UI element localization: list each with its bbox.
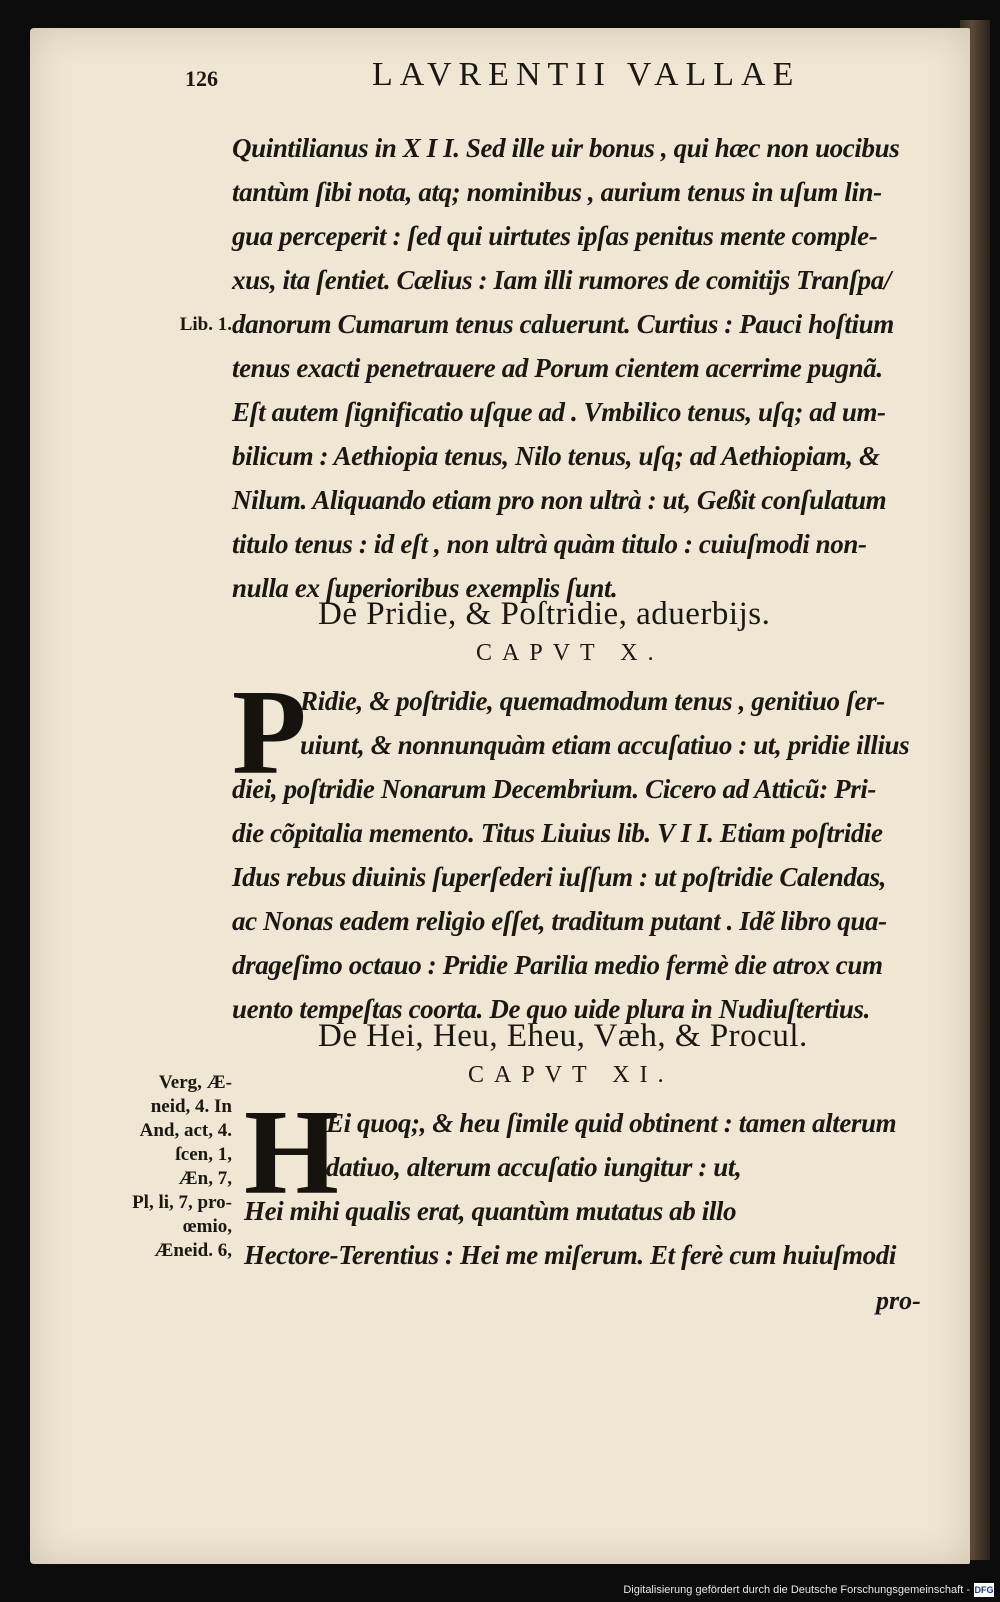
body-line: diei, poſtridie Nonarum Decembrium. Cicero ad Atticũ: Pri-	[232, 774, 877, 804]
page-number: 126	[185, 66, 218, 91]
body-line: uento tempeſtas coorta. De quo uide plura in Nudiuſtertius.	[232, 994, 870, 1024]
body-line: Ei quoq;, & heu ſimile quid obtinent : tamen alterum	[326, 1108, 897, 1138]
catchword: pro-	[876, 1286, 921, 1315]
margin-note-ref: Æn, 7,	[178, 1168, 232, 1189]
body-line: Eſt autem ſignificatio uſque ad . Vmbilico tenus, uſq; ad um-	[232, 397, 886, 427]
chapter-label: CAPVT XI.	[468, 1062, 674, 1088]
drop-cap-h: H	[244, 1085, 339, 1220]
drop-cap-p: P	[232, 665, 307, 800]
body-line: Hei mihi qualis erat, quantùm mutatus ab illo	[244, 1196, 737, 1226]
body-line: datiuo, alterum accuſatio iungitur : ut,	[326, 1152, 742, 1182]
margin-note-ref: neid, 4. In	[150, 1096, 232, 1117]
body-line: titulo tenus : id eſt , non ultrà quàm titulo : cuiuſmodi non-	[232, 529, 867, 559]
body-line: danorum Cumarum tenus caluerunt. Curtius : Pauci hoſtium	[232, 309, 894, 339]
body-line: Quintilianus in X I I. Sed ille uir bonus , qui hæc non uocibus	[232, 133, 900, 163]
body-line: Idus rebus diuinis ſuperſederi iuſſum : ut poſtridie Calendas,	[232, 862, 887, 892]
body-line: Nilum. Aliquando etiam pro non ultrà : ut, Geßit conſulatum	[232, 485, 887, 515]
margin-note-ref: ſcen, 1,	[175, 1144, 232, 1165]
body-line: bilicum : Aethiopia tenus, Nilo tenus, uſq; ad Aethiopiam, &	[232, 441, 880, 471]
body-line: xus, ita ſentiet. Cælius : Iam illi rumores de comitijs Tranſpa/	[232, 265, 891, 295]
footer-credit: Digitalisierung gefördert durch die Deutsche Forschungsgemeinschaft -	[623, 1584, 970, 1596]
dfg-logo-icon: DFG	[974, 1585, 994, 1595]
body-line: drageſimo octauo : Pridie Parilia medio fermè die atrox cum	[232, 950, 883, 980]
margin-note-ref: And, act, 4.	[139, 1120, 232, 1141]
margin-note-ref: œmio,	[182, 1216, 232, 1237]
margin-note-ref: Verg, Æ-	[158, 1072, 232, 1093]
body-line: ac Nonas eadem religio eſſet, traditum putant . Idẽ libro qua-	[232, 906, 887, 936]
body-line: die cõpitalia memento. Titus Liuius lib. V I I. Etiam poſtridie	[232, 818, 883, 848]
body-line: tantùm ſibi nota, atq; nominibus , aurium tenus in uſum lin-	[232, 177, 882, 207]
chapter-label: CAPVT X.	[476, 640, 664, 666]
body-line: uiunt, & nonnunquàm etiam accuſatiuo : ut, pridie illius	[300, 730, 910, 760]
body-line: nulla ex ſuperioribus exemplis ſunt.	[232, 573, 618, 603]
margin-note-lib: Lib. 1.	[179, 314, 232, 335]
margin-note-ref: Pl, li, 7, pro-	[132, 1192, 232, 1213]
section-heading: De Hei, Heu, Eheu, Væh, & Procul.	[318, 1018, 808, 1054]
body-line: Hectore-Terentius : Hei me miſerum. Et ferè cum huiuſmodi	[244, 1240, 896, 1270]
section-heading: De Pridie, & Poſtridie, aduerbijs.	[318, 596, 771, 632]
margin-note-ref: Æneid. 6,	[154, 1240, 232, 1261]
body-line: tenus exacti penetrauere ad Porum cientem acerrime pugnã.	[232, 353, 883, 383]
body-line: gua perceperit : ſed qui uirtutes ipſas penitus mente comple-	[232, 221, 878, 251]
body-line: Ridie, & poſtridie, quemadmodum tenus , genitiuo ſer-	[300, 686, 885, 716]
running-title: LAVRENTII VALLAE	[372, 56, 801, 93]
